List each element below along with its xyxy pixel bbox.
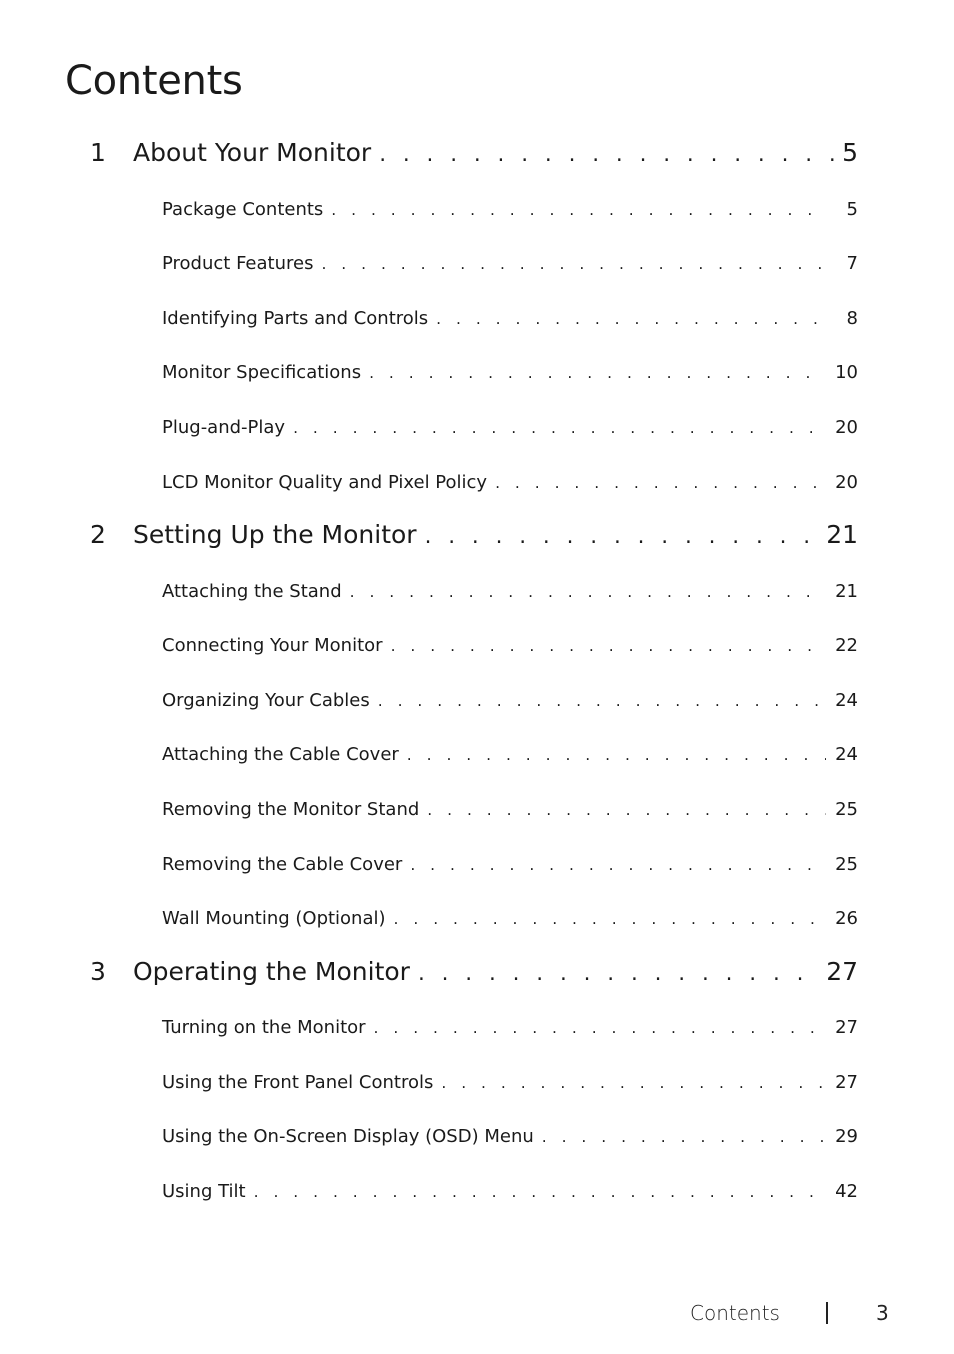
toc-section-turning-on-monitor[interactable]	[162, 1015, 858, 1041]
dot-leader	[427, 797, 826, 823]
section-title: Turning on the Monitor	[162, 1017, 366, 1038]
section-title: Attaching the Cable Cover	[162, 744, 399, 765]
toc-section-connecting-monitor[interactable]	[162, 633, 858, 659]
section-page-number: 8	[846, 308, 858, 329]
chapter-title: Operating the Monitor	[133, 957, 410, 986]
section-title: Attaching the Stand	[162, 581, 342, 602]
toc-section-package-contents[interactable]	[162, 197, 858, 223]
section-title: Removing the Monitor Stand	[162, 799, 420, 820]
section-title: Using the Front Panel Controls	[162, 1072, 434, 1093]
toc-section-using-tilt[interactable]	[162, 1179, 858, 1205]
section-page-number: 25	[835, 854, 858, 875]
section-title: Using Tilt	[162, 1181, 246, 1202]
dot-leader	[350, 579, 826, 605]
section-title: Monitor Specifications	[162, 362, 362, 383]
toc-section-organizing-cables[interactable]	[162, 688, 858, 714]
footer-divider	[826, 1302, 828, 1324]
dot-leader	[379, 138, 834, 172]
dot-leader	[441, 1070, 826, 1096]
section-title: Wall Mounting (Optional)	[162, 908, 386, 929]
section-page-number: 29	[835, 1126, 858, 1147]
section-page-number: 42	[835, 1181, 858, 1202]
dot-leader	[495, 470, 826, 496]
dot-leader	[425, 520, 819, 554]
section-page-number: 27	[835, 1017, 858, 1038]
dot-leader	[374, 1015, 826, 1041]
dot-leader	[394, 906, 826, 932]
section-page-number: 24	[835, 744, 858, 765]
toc-chapter-1[interactable]	[90, 136, 858, 170]
dot-leader	[410, 852, 826, 878]
chapter-page-number: 21	[826, 520, 858, 549]
dot-leader	[321, 251, 826, 277]
toc-section-product-features[interactable]	[162, 251, 858, 277]
chapter-page-number: 5	[842, 138, 858, 167]
section-title: Product Features	[162, 253, 314, 274]
section-title: Identifying Parts and Controls	[162, 308, 429, 329]
toc-section-osd-menu[interactable]	[162, 1124, 858, 1150]
dot-leader	[369, 360, 826, 386]
toc-section-removing-cable-cover[interactable]	[162, 852, 858, 878]
section-page-number: 22	[835, 635, 858, 656]
page-title: Contents	[65, 58, 243, 104]
section-title: LCD Monitor Quality and Pixel Policy	[162, 472, 488, 493]
dot-leader	[407, 742, 826, 768]
toc-section-attaching-stand[interactable]	[162, 579, 858, 605]
section-page-number: 7	[846, 253, 858, 274]
footer-label: Contents	[690, 1301, 780, 1325]
section-title: Organizing Your Cables	[162, 690, 370, 711]
section-page-number: 20	[835, 417, 858, 438]
section-page-number: 27	[835, 1072, 858, 1093]
toc-section-attaching-cable-cover[interactable]	[162, 742, 858, 768]
chapter-number: 1	[90, 138, 106, 167]
toc-section-identifying-parts[interactable]	[162, 306, 858, 332]
dot-leader	[331, 197, 826, 223]
toc-chapter-2[interactable]	[90, 518, 858, 552]
toc-chapter-3[interactable]	[90, 955, 858, 989]
section-page-number: 25	[835, 799, 858, 820]
toc-section-front-panel-controls[interactable]	[162, 1070, 858, 1096]
section-title: Plug-and-Play	[162, 417, 286, 438]
dot-leader	[254, 1179, 826, 1205]
section-page-number: 5	[846, 199, 858, 220]
chapter-number: 2	[90, 520, 106, 549]
dot-leader	[542, 1124, 826, 1150]
dot-leader	[418, 957, 818, 991]
chapter-title: Setting Up the Monitor	[133, 520, 417, 549]
toc-section-wall-mounting[interactable]	[162, 906, 858, 932]
section-title: Removing the Cable Cover	[162, 854, 403, 875]
section-page-number: 20	[835, 472, 858, 493]
section-title: Using the On-Screen Display (OSD) Menu	[162, 1126, 534, 1147]
dot-leader	[436, 306, 826, 332]
toc-section-monitor-specifications[interactable]	[162, 360, 858, 386]
footer-page-number: 3	[876, 1301, 889, 1325]
toc-section-plug-and-play[interactable]	[162, 415, 858, 441]
chapter-title: About Your Monitor	[133, 138, 372, 167]
section-title: Connecting Your Monitor	[162, 635, 383, 656]
toc-section-removing-monitor-stand[interactable]	[162, 797, 858, 823]
chapter-number: 3	[90, 957, 106, 986]
section-page-number: 21	[835, 581, 858, 602]
dot-leader	[293, 415, 826, 441]
section-page-number: 26	[835, 908, 858, 929]
chapter-page-number: 27	[826, 957, 858, 986]
dot-leader	[378, 688, 826, 714]
section-page-number: 24	[835, 690, 858, 711]
toc-section-lcd-pixel-policy[interactable]	[162, 470, 858, 496]
section-page-number: 10	[835, 362, 858, 383]
dot-leader	[391, 633, 826, 659]
section-title: Package Contents	[162, 199, 324, 220]
